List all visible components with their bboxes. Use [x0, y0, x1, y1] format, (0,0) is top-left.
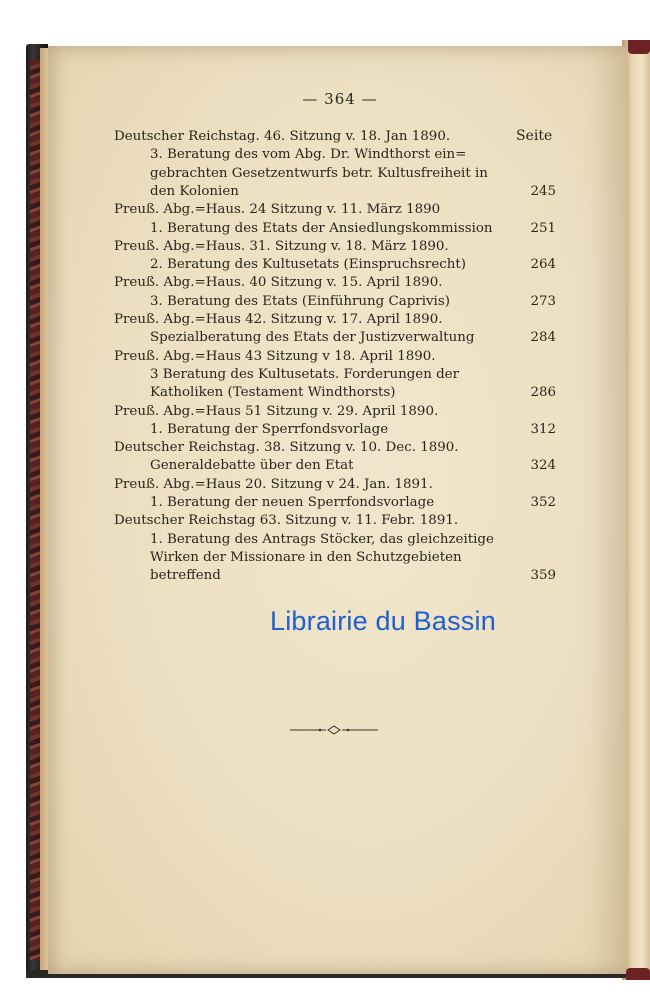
toc-line	[0, 548, 650, 567]
toc-line	[0, 402, 650, 421]
headband-top	[628, 40, 650, 54]
toc-line-text: gebrachten Gesetzentwurfs betr. Kultusfreiheit in	[150, 165, 488, 181]
toc-line-text: den Kolonien	[150, 183, 239, 199]
ornament-divider-icon	[288, 722, 380, 738]
seite-label: Seite	[516, 128, 553, 144]
toc-line-text: Preuß. Abg.=Haus. 31. Sitzung v. 18. März 1890.	[114, 238, 449, 254]
toc-page-number: 264	[530, 257, 556, 273]
toc-line-text: Deutscher Reichstag 63. Sitzung v. 11. Febr. 1891.	[114, 513, 459, 529]
toc-line-text: Preuß. Abg.=Haus. 40 Sitzung v. 15. April 1890.	[114, 275, 443, 291]
toc-page-number: 251	[530, 220, 556, 236]
toc-line-text: Generaldebatte über den Etat	[150, 458, 354, 474]
toc-line	[0, 438, 650, 457]
toc-line-text: Preuß. Abg.=Haus 51 Sitzung v. 29. April 1890.	[114, 403, 439, 419]
toc-line	[0, 475, 650, 494]
toc-line	[0, 493, 650, 512]
toc-line-text: Deutscher Reichstag. 46. Sitzung v. 18. Jan 1890.	[114, 129, 451, 144]
toc-line	[0, 530, 650, 549]
toc-line-text: 3. Beratung des vom Abg. Dr. Windthorst ein=	[150, 147, 467, 163]
toc-line-text: 2. Beratung des Kultusetats (Einspruchsrecht)	[150, 257, 466, 273]
toc-line-text: Katholiken (Testament Windthorsts)	[150, 385, 396, 401]
toc-line-text: Wirken der Missionare in den Schutzgebieten	[150, 549, 462, 565]
toc-line-text: 1. Beratung des Antrags Stöcker, das gleichzeitige	[150, 531, 494, 547]
toc-line	[0, 310, 650, 329]
toc-line	[0, 365, 650, 384]
toc-line-text: Spezialberatung des Etats der Justizverwaltung	[150, 330, 475, 346]
toc-line-text: Preuß. Abg.=Haus. 24 Sitzung v. 11. März 1890	[114, 202, 441, 218]
toc-line-text: 3. Beratung des Etats (Einführung Caprivis)	[150, 293, 450, 309]
toc-page-number: 312	[530, 421, 556, 437]
page-number: — 364 —	[302, 90, 378, 108]
toc-line	[0, 145, 650, 164]
toc-line-text: Preuß. Abg.=Haus 42. Sitzung v. 17. April 1890.	[114, 312, 443, 327]
toc-line	[0, 200, 650, 219]
toc-line	[0, 420, 650, 439]
toc-line	[0, 127, 650, 146]
toc-line	[0, 219, 650, 238]
toc-line	[0, 237, 650, 256]
toc-page-number: 286	[530, 385, 556, 401]
toc-line	[0, 456, 650, 475]
toc-line-text: Preuß. Abg.=Haus 43 Sitzung v 18. April 1890.	[114, 348, 436, 364]
toc-line	[0, 292, 650, 311]
toc-page-number: 245	[530, 183, 556, 199]
toc-line	[0, 347, 650, 366]
toc-line-text: Preuß. Abg.=Haus 20. Sitzung v 24. Jan. 1891.	[114, 476, 433, 492]
toc-line	[0, 255, 650, 274]
toc-line	[0, 328, 650, 347]
toc-page-number: 352	[530, 495, 556, 510]
toc-page-number: 273	[530, 293, 556, 309]
toc-line	[0, 566, 650, 585]
toc-page-number: 324	[530, 458, 556, 474]
toc-line	[0, 383, 650, 402]
toc-line-text: betreffend	[150, 568, 221, 584]
toc-line-text: 1. Beratung der Sperrfondsvorlage	[150, 421, 389, 437]
toc-line-text: 3 Beratung des Kultusetats. Forderungen der	[150, 366, 459, 382]
toc-line-text: Deutscher Reichstag. 38. Sitzung v. 10. Dec. 1890.	[114, 440, 459, 456]
toc-line-text: 1. Beratung der neuen Sperrfondsvorlage	[150, 495, 435, 510]
toc-line	[0, 164, 650, 183]
toc-line	[0, 182, 650, 201]
toc-line	[0, 511, 650, 530]
watermark-text: Librairie du Bassin	[270, 606, 496, 636]
toc-line-text: 1. Beratung des Etats der Ansiedlungskommission	[150, 220, 493, 236]
toc-line	[0, 273, 650, 292]
toc-page-number: 359	[530, 568, 556, 584]
headband-bottom	[626, 968, 650, 980]
toc-page-number: 284	[530, 330, 556, 346]
